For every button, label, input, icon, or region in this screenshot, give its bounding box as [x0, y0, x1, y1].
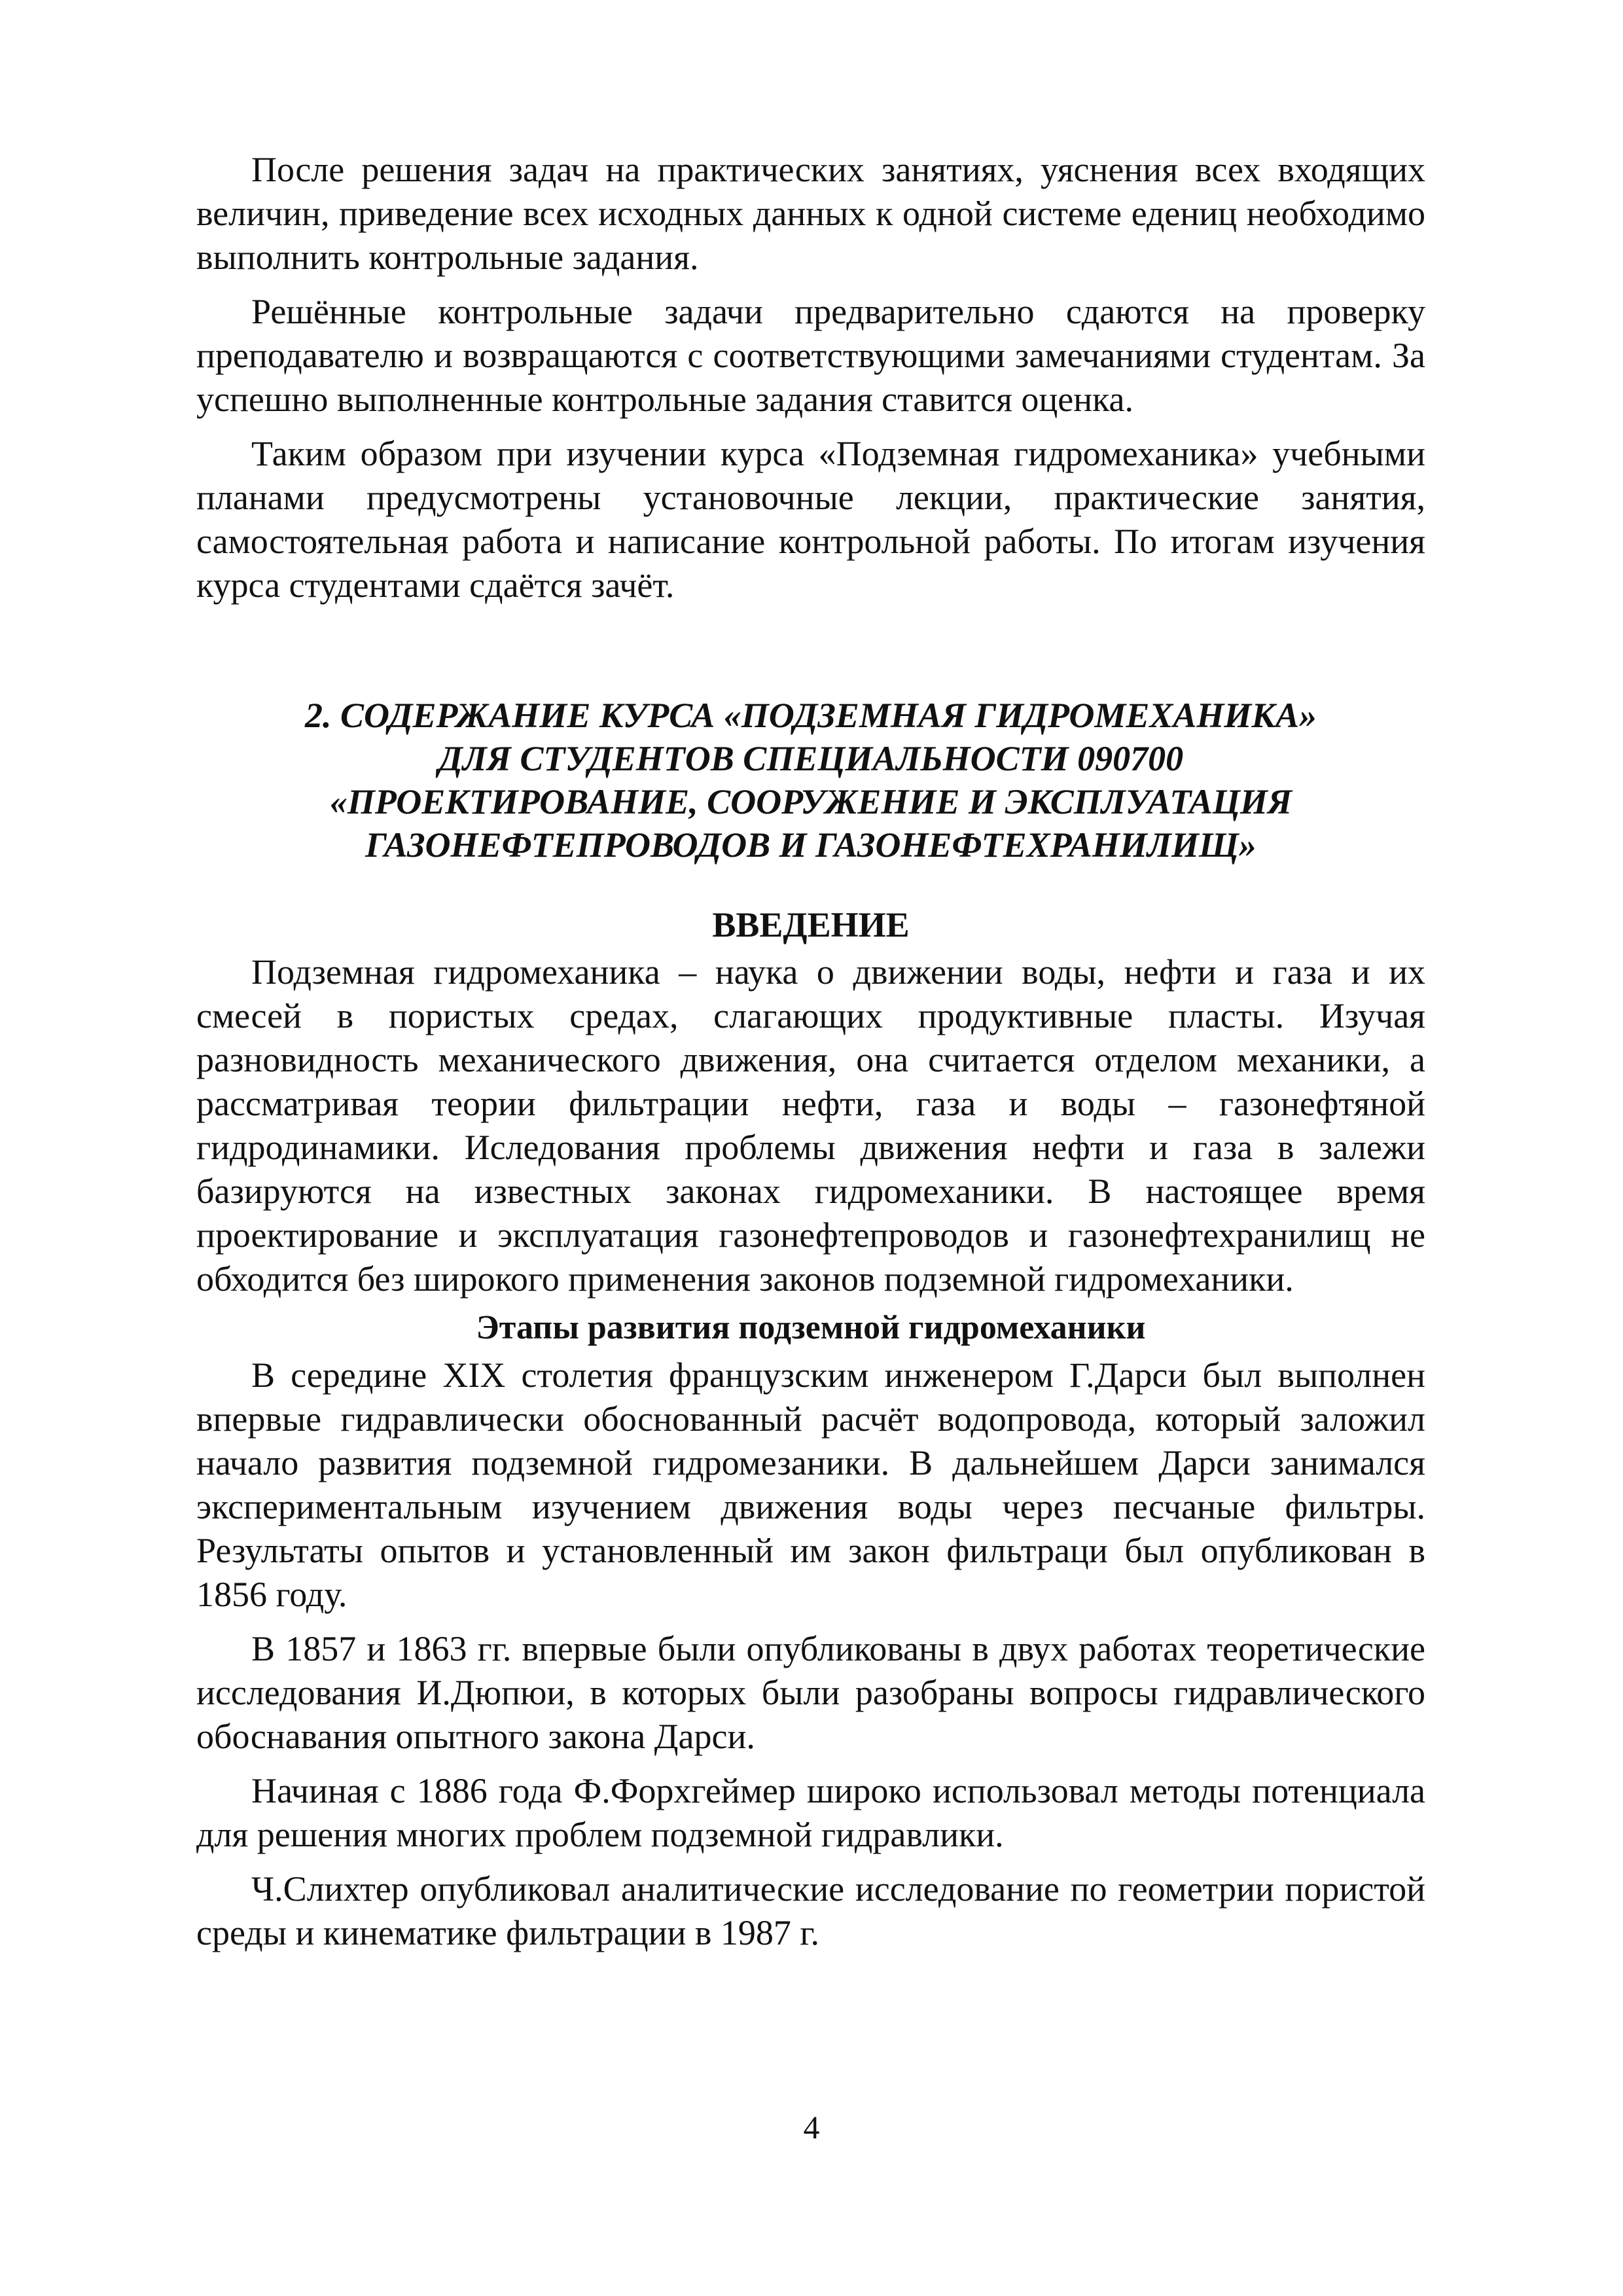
paragraph-slichter: Ч.Слихтер опубликовал аналитические исследование по геометрии пористой среды и кинематике фильтрации в 1987 г.: [196, 1869, 1425, 1952]
history-heading: Этапы развития подземной гидромеханики: [476, 1309, 1146, 1346]
section-title-line-1: 2. СОДЕРЖАНИЕ КУРСА «ПОДЗЕМНАЯ ГИДРОМЕХАНИКА»: [304, 696, 1317, 735]
paragraph-course-plan: Таким образом при изучении курса «Подземная гидромеханика» учебными планами предусмотрены установочные лекции, практические занятия, самостоятельная работа и написание контрольной работы. По итогам изучения курса студентами сдаётся зачёт.: [196, 434, 1425, 605]
paragraph-forchheimer: Начиная с 1886 года Ф.Форхгеймер широко использовал методы потенциала для решения многих проблем подземной гидравлики.: [196, 1771, 1425, 1854]
section-title-line-3: «ПРОЕКТИРОВАНИЕ, СООРУЖЕНИЕ И ЭКСПЛУАТАЦИЯ: [329, 782, 1293, 821]
section-title-line-2: ДЛЯ СТУДЕНТОВ СПЕЦИАЛЬНОСТИ 090700: [438, 739, 1184, 778]
section-title-line-4: ГАЗОНЕФТЕПРОВОДОВ И ГАЗОНЕФТЕХРАНИЛИЩ»: [365, 825, 1257, 865]
paragraph-darcy: В середине XIX столетия французским инженером Г.Дарси был выполнен впервые гидравлически обоснованный расчёт водопровода, который заложил начало развития подземной гидромезаники. В дальнейшем Дарси занимался экспериментальным изучением движения воды через песчаные фильтры. Результаты опытов и установленный им закон фильтраци был опубликован в 1856 году.: [196, 1355, 1425, 1614]
intro-heading: ВВЕДЕНИЕ: [712, 905, 910, 944]
section-title: [196, 694, 1425, 867]
paragraph-dupuit: В 1857 и 1863 гг. впервые были опубликованы в двух работах теоретические исследования И.Дюпюи, в которых были разобраны вопросы гидравлического обоснавания опытного закона Дарси.: [196, 1629, 1425, 1756]
document-page: [196, 148, 1425, 1955]
page-number: 4: [803, 2109, 820, 2145]
paragraph-checking: Решённые контрольные задачи предварительно сдаются на проверку преподавателю и возвращаются с соответствующими замечаниями студентам. За успешно выполненные контрольные задания ставится оценка.: [196, 292, 1425, 419]
paragraph-control-tasks: После решения задач на практических занятиях, уяснения всех входящих величин, приведение всех исходных данных к одной системе едениц необходимо выполнить контрольные задания.: [196, 150, 1425, 277]
paragraph-introduction: Подземная гидромеханика – наука о движении воды, нефти и газа и их смесей в пористых средах, слагающих продуктивные пласты. Изучая разновидность механического движения, она считается отделом механики, а рассматривая теории фильтрации нефти, газа и воды – газонефтяной гидродинамики. Иследования проблемы движения нефти и газа в залежи базируются на известных законах гидромеханики. В настоящее время проектирование и эксплуатация газонефтепроводов и газонефтехранилищ не обходится без широкого применения законов подземной гидромеханики.: [196, 952, 1425, 1299]
